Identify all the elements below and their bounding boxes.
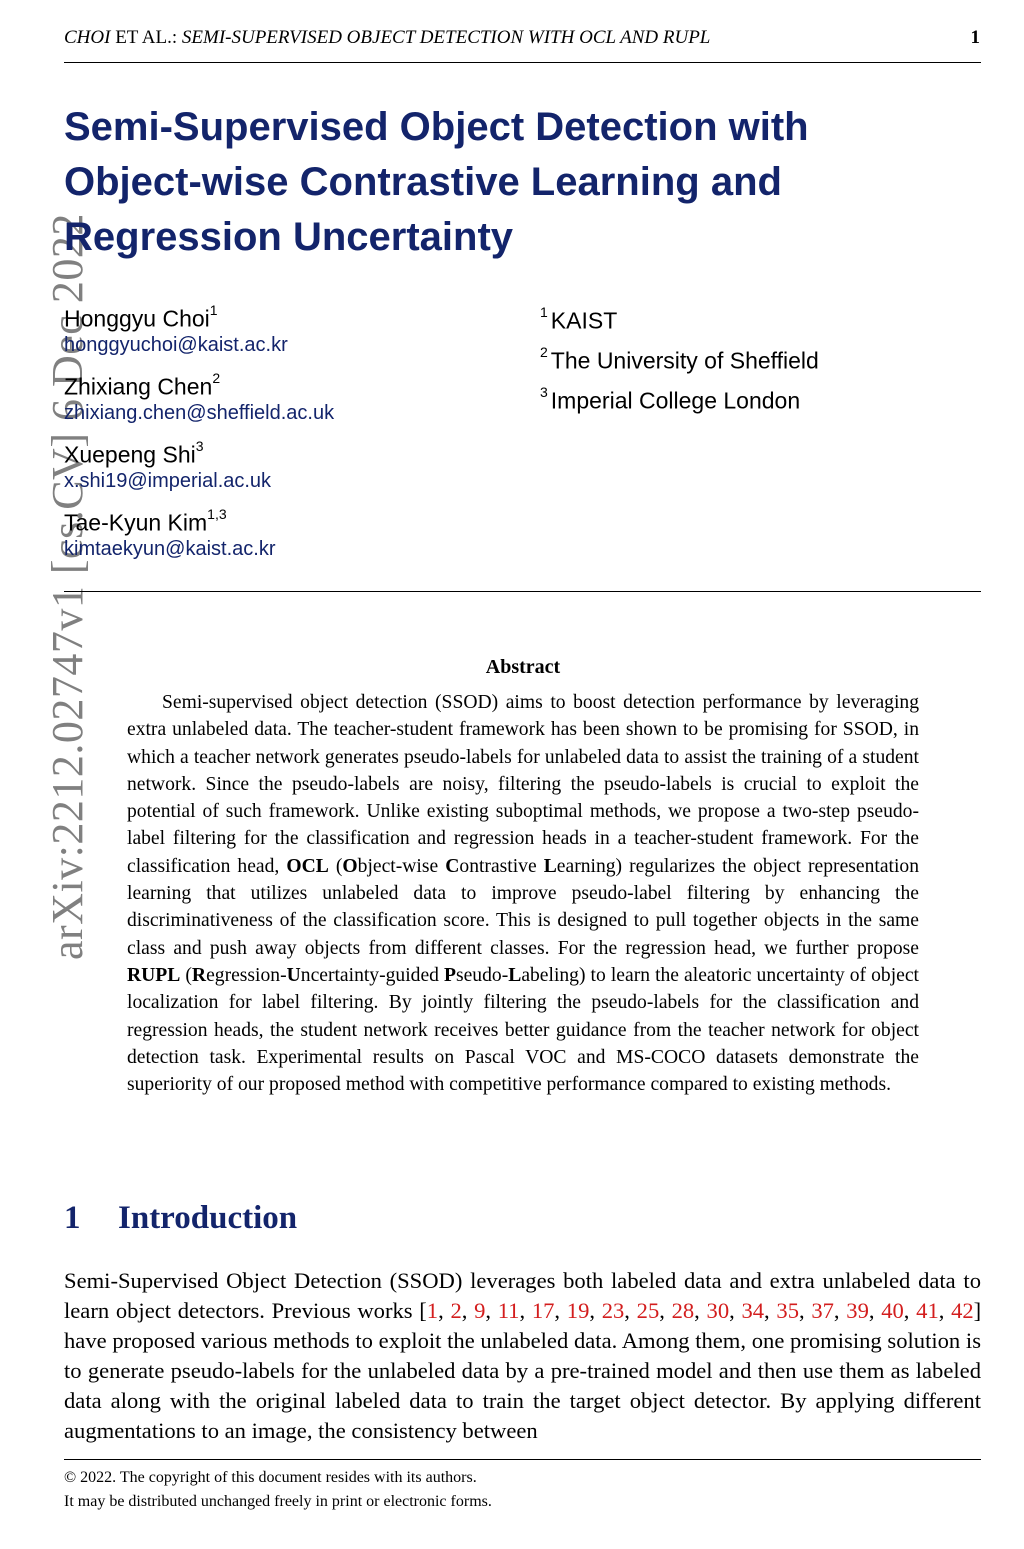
running-title: SEMI-SUPERVISED OBJECT DETECTION WITH OCL AND RUPL [181, 27, 711, 48]
citation-link[interactable]: 41 [916, 1298, 939, 1323]
title-line: Object-wise Contrastive Learning and [64, 160, 782, 204]
abstract-bold-text: O [342, 855, 358, 877]
abstract-bold-text: L [508, 964, 522, 986]
running-title-etal: ET AL.: [110, 27, 182, 48]
author-name: Xuepeng Shi$^3$ [64, 438, 204, 468]
abstract-bold-text: C [445, 855, 460, 877]
citation-link[interactable]: 25 [636, 1298, 660, 1323]
citation-link[interactable]: 1 [426, 1298, 439, 1323]
section-heading [64, 1200, 964, 1237]
author-email-link[interactable]: honggyuchoi@kaist.ac.kr [64, 334, 288, 356]
abstract-text: seudo- [455, 964, 509, 986]
citation-link[interactable]: 28 [671, 1298, 695, 1323]
citation-link[interactable]: 35 [776, 1298, 799, 1323]
abstract-paragraph [127, 689, 919, 1098]
intro-text: ] have proposed various methods to exploit the unlabeled data. Among them, one promising solution is to generate pseudo-labels for the unlabeled data by a pre-trained model and then use them as labeled data along with the original labeled data to train the target object detector. By applying different augmentations to an image, the consistency between [64, 1298, 982, 1443]
page-number: 1 [970, 27, 980, 48]
author-rule [64, 591, 981, 592]
affiliation: $^1$ KAIST [540, 304, 618, 334]
citation-link[interactable]: 39 [846, 1298, 869, 1323]
title-line: Regression Uncertainty [64, 215, 514, 259]
abstract-text: ( [180, 964, 192, 986]
running-header [64, 27, 980, 55]
author-name: Zhixiang Chen$^2$ [64, 370, 221, 400]
citation-link[interactable]: 17 [531, 1298, 555, 1323]
abstract-text: bject-wise [357, 855, 446, 877]
citation-link[interactable]: 9 [474, 1298, 486, 1323]
citation-link[interactable]: 42 [951, 1298, 974, 1323]
abstract-text: earning) regularizes the object representation learning that utilizes unlabeled data to improve pseudo-label filtering by enhancing the discriminativeness of the classification score. This is designed to pull together objects in the same class and push away objects from different classes. For the regression head, we further propose [127, 855, 920, 959]
abstract-text: ( [328, 855, 343, 877]
footer-line: It may be distributed unchanged freely in print or electronic forms. [64, 1493, 492, 1510]
author-email-link[interactable]: zhixiang.chen@sheffield.ac.uk [64, 402, 335, 424]
intro-paragraph: Semi-Supervised Object Detection (SSOD) leverages both labeled data and extra unlabeled data to learn object detectors. Previous works [1, 2, 9, 11, 17, 19, 23, 25, 28, 30, 34, 35, 37, 39, 40, 41, 42] have proposed various methods to exploit the unlabeled data. Among them, one promising solution is to generate pseudo-labels for the unlabeled data by a pre-trained model and then use them as labeled data along with the original labeled data to train the target object detector. By applying different augmentations to an image, the consistency between [64, 1268, 982, 1443]
abstract-heading: Abstract [485, 656, 561, 678]
citation-link[interactable]: 2 [450, 1298, 462, 1323]
abstract-bold-text: U [286, 964, 301, 986]
abstract-text: Semi-supervised object detection (SSOD) aims to boost detection performance by leveraging extra unlabeled data. The teacher-student framework has been shown to be promising for SSOD, in which a teacher network generates pseudo-labels for unlabeled data to assist the training of a student network. Since the pseudo-labels are noisy, filtering the pseudo-labels is crucial to exploit the potential of such framework. Unlike existing suboptimal methods, we propose a two-step pseudo-label filtering for the classification and regression heads in a teacher-student framework. For the classification head, [127, 692, 919, 877]
author-block [64, 298, 504, 366]
citation-link[interactable]: 23 [601, 1298, 625, 1323]
citation-link[interactable]: 34 [741, 1298, 765, 1323]
author-email-link[interactable]: x.shi19@imperial.ac.uk [64, 470, 272, 492]
abstract-bold-text: L [543, 855, 557, 877]
running-title-prefix: CHOI [64, 27, 111, 48]
copyright-footer [64, 1466, 981, 1514]
abstract-text: abeling) to learn the aleatoric uncertainty of object localization for label filtering. By jointly filtering the pseudo-labels for the classification and regression heads, the student network receives better guidance from the teacher network for object detection task. Experimental results on Pascal VOC and MS-COCO datasets demonstrate the superiority of our proposed method with competitive performance compared to existing methods. [127, 964, 919, 1096]
abstract-text: ontrastive [459, 855, 544, 877]
author-name: Honggyu Choi$^1$ [64, 302, 218, 332]
abstract-text: egression- [206, 964, 287, 986]
abstract-body [127, 689, 919, 1098]
author-email-link[interactable]: kimtaekyun@kaist.ac.kr [64, 538, 276, 560]
affiliation: $^2$ The University of Sheffield [540, 344, 819, 374]
author-block [64, 366, 504, 434]
affiliation: $^3$ Imperial College London [540, 384, 801, 414]
citation-link[interactable]: 11 [497, 1298, 520, 1323]
header-rule [64, 62, 981, 63]
abstract-bold-text: P [444, 964, 456, 986]
abstract-bold-text: R [191, 964, 207, 986]
section-number: 1 [64, 1200, 81, 1236]
citation-link[interactable]: 30 [706, 1298, 730, 1323]
arxiv-stamp: arXiv:2212.02747v1 [cs.CV] 6 Dec 2022 [43, 213, 92, 960]
affiliation-list [540, 298, 980, 418]
title-line: Semi-Supervised Object Detection with [64, 105, 809, 149]
citation-link[interactable]: 40 [881, 1298, 904, 1323]
author-block [64, 502, 504, 570]
abstract-bold-text: OCL [286, 855, 329, 877]
citation-link[interactable]: 37 [811, 1298, 834, 1323]
footer-rule [64, 1459, 981, 1460]
author-block [64, 434, 504, 502]
author-name: Tae-Kyun Kim$^{1,3}$ [64, 506, 227, 536]
footer-line: © 2022. The copyright of this document resides with its authors. [64, 1469, 477, 1486]
intro-body [64, 1266, 981, 1446]
author-list [64, 298, 504, 570]
abstract-text: ncertainty-guided [300, 964, 445, 986]
citation-link[interactable]: 19 [566, 1298, 590, 1323]
paper-title [64, 100, 944, 265]
section-title: Introduction [118, 1200, 298, 1236]
intro-text: Semi-Supervised Object Detection (SSOD) leverages both labeled data and extra unlabeled data to learn object detectors. Previous works [ [64, 1268, 981, 1323]
abstract-bold-text: RUPL [127, 964, 181, 986]
